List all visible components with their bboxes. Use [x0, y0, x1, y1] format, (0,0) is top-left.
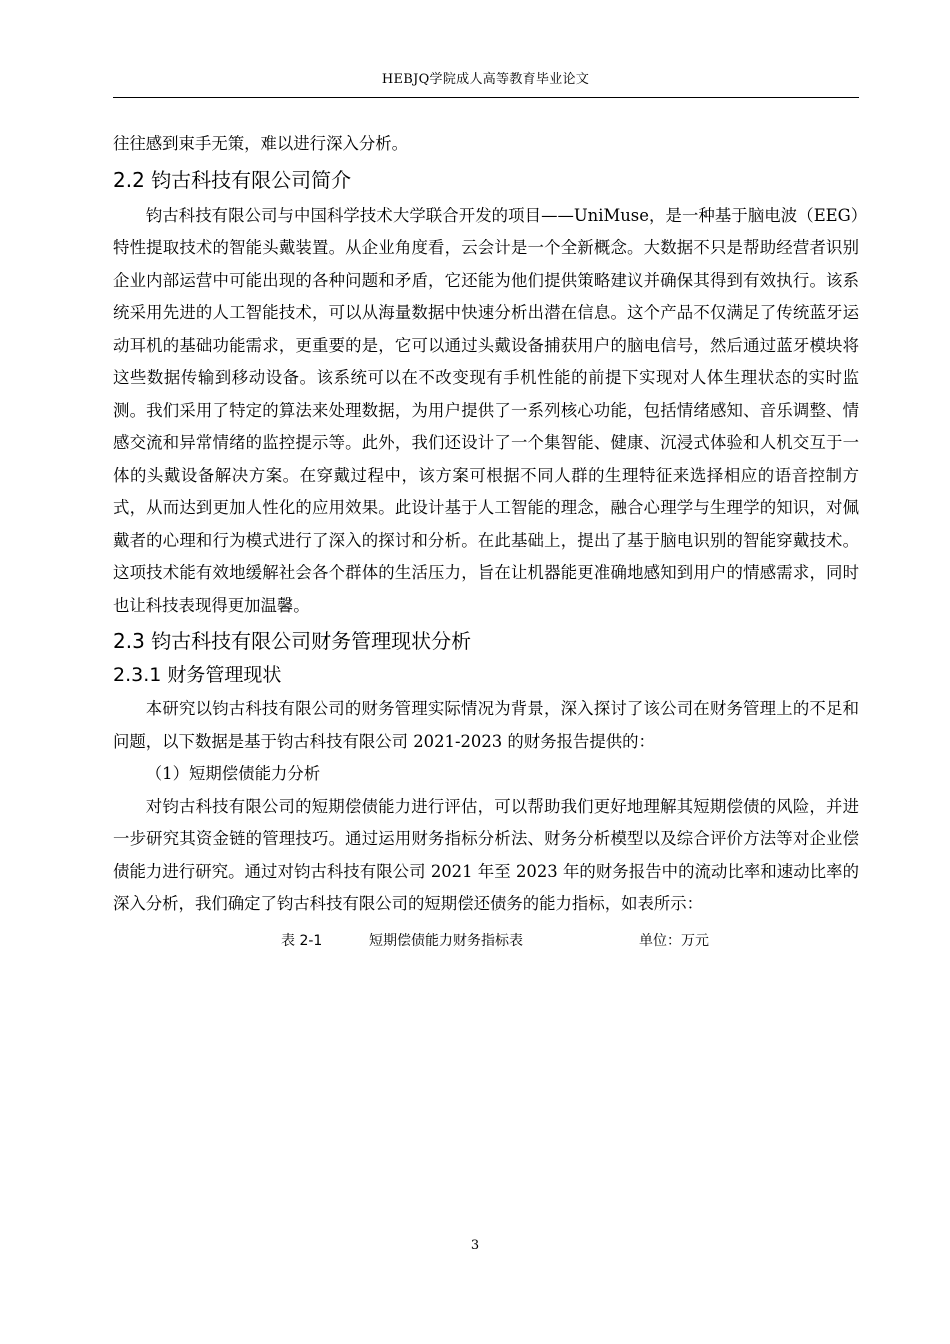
paragraph-solvency-analysis: 对钧古科技有限公司的短期偿债能力进行评估，可以帮助我们更好地理解其短期偿债的风险，并进一步研究其资金链的管理技巧。通过运用财务指标分析法、财务分析模型以及综合评价方法等对企业偿债能力进行研究。通过对钧古科技有限公司 2021 年至 2023 年的财务报告中的流动比率和速动比率的深入分析，我们确定了钧古科技有限公司的短期偿还债务的能力指标，如表所示： [113, 796, 859, 913]
document-body [113, 128, 859, 953]
continuation-text: 往往感到束手无策，难以进行深入分析。 [113, 134, 409, 153]
page-header: HEBJQ学院成人高等教育毕业论文 [381, 72, 590, 87]
list-item-short-term-solvency: （1）短期偿债能力分析 [145, 764, 321, 783]
table-caption-unit: 单位：万元 [639, 932, 709, 949]
subsection-heading-2-3-1: 2.3.1 财务管理现状 [113, 664, 282, 686]
paragraph-company-intro: 钧古科技有限公司与中国科学技术大学联合开发的项目——UniMuse，是一种基于脑电波（EEG）特性提取技术的智能头戴装置。从企业角度看，云会计是一个全新概念。大数据不只是帮助经营者识别企业内部运营中可能出现的各种问题和矛盾，它还能为他们提供策略建议并确保其得到有效执行。该系统采用先进的人工智能技术，可以从海量数据中快速分析出潜在信息。这个产品不仅满足了传统蓝牙运动耳机的基础功能需求，更重要的是，它可以通过头戴设备捕获用户的脑电信号，然后通过蓝牙模块将这些数据传输到移动设备。该系统可以在不改变现有手机性能的前提下实现对人体生理状态的实时监测。我们采用了特定的算法来处理数据，为用户提供了一系列核心功能，包括情绪感知、音乐调整、情感交流和异常情绪的监控提示等。此外，我们还设计了一个集智能、健康、沉浸式体验和人机交互于一体的头戴设备解决方案。在穿戴过程中，该方案可根据不同人群的生理特征来选择相应的语音控制方式，从而达到更加人性化的应用效果。此设计基于人工智能的理念，融合心理学与生理学的知识，对佩戴者的心理和行为模式进行了深入的探讨和分析。在此基础上，提出了基于脑电识别的智能穿戴技术。这项技术能有效地缓解社会各个群体的生活压力，旨在让机器能更准确地感知到用户的情感需求，同时也让科技表现得更加温馨。 [113, 205, 859, 615]
page-number: 3 [470, 1238, 480, 1253]
header-divider [113, 97, 859, 98]
table-caption [113, 929, 859, 953]
section-heading-2-2: 2.2 钧古科技有限公司简介 [113, 167, 352, 192]
table-caption-title: 短期偿债能力财务指标表 [369, 932, 523, 949]
table-caption-number: 表 2-1 [281, 932, 323, 949]
section-heading-2-3: 2.3 钧古科技有限公司财务管理现状分析 [113, 629, 472, 653]
paragraph-financial-status: 本研究以钧古科技有限公司的财务管理实际情况为背景，深入探讨了该公司在财务管理上的不足和问题，以下数据是基于钧古科技有限公司 2021-2023 的财务报告提供的： [113, 699, 859, 751]
